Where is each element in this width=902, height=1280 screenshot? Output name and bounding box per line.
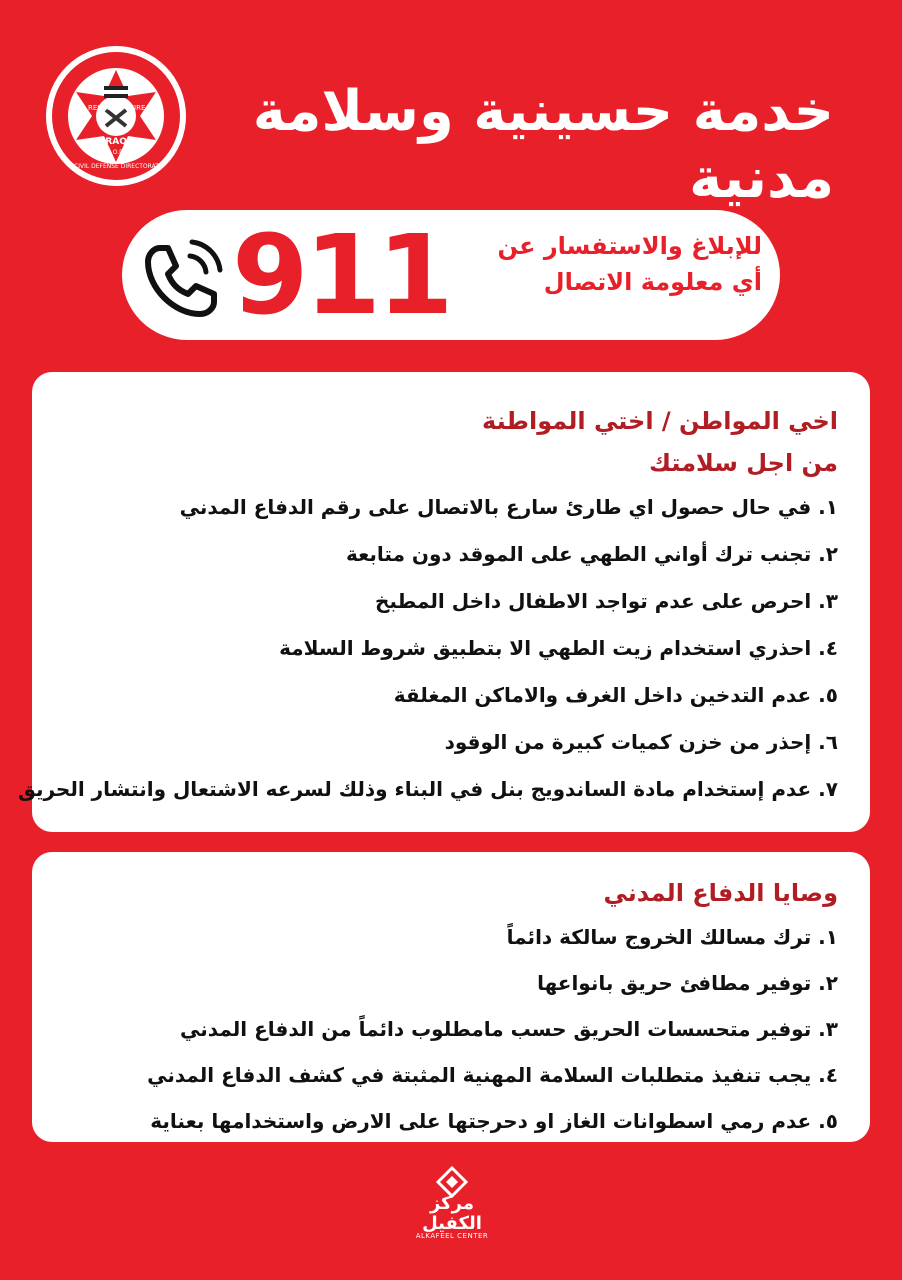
- safety-card: [17, 372, 870, 832]
- safety-list: [17, 484, 838, 813]
- list-item: ٦. إحذر من خزن كميات كبيرة من الوقود: [444, 730, 838, 754]
- logo-text-fire: FIRE: [130, 104, 146, 112]
- civil-defense-logo: [44, 44, 188, 188]
- list-item: ٥. عدم رمي اسطوانات الغاز او دحرجتها على الارض واستخدامها بعناية: [150, 1109, 838, 1133]
- footer-brand-line1: مركز: [429, 1193, 474, 1214]
- hotline-number[interactable]: 911: [232, 211, 450, 339]
- list-item: ٥. عدم التدخين داخل الغرف والاماكن المغلقة: [393, 683, 838, 707]
- hotline-label-line1: للإبلاغ والاستفسار عن: [497, 232, 762, 260]
- list-item: ٧. عدم إستخدام مادة الساندويج بنل في البناء وذلك لسرعه الاشتعال وانتشار الحريق: [17, 777, 838, 801]
- phone-icon: [138, 234, 228, 324]
- logo-text-iraqi: IRAQI: [102, 137, 131, 147]
- hotline-label: [430, 228, 762, 300]
- advice-card: [32, 852, 870, 1142]
- list-item: ٤. احذري استخدام زيت الطهي الا بتطبيق شروط السلامة: [279, 636, 838, 660]
- list-item: ٣. توفير متحسسات الحريق حسب مامطلوب دائماً من الدفاع المدني: [180, 1017, 838, 1041]
- card-subheading: من اجل سلامتك: [649, 449, 838, 477]
- list-item: ٤. يجب تنفيذ متطلبات السلامة المهنية المثبتة في كشف الدفاع المدني: [147, 1063, 838, 1087]
- logo-text-eod: E.O.D: [107, 149, 124, 156]
- footer-brand: [402, 1194, 502, 1234]
- logo-text-directorate: CIVIL DEFENSE DIRECTORATE: [74, 163, 163, 170]
- footer-brand-line2: الكفيل: [422, 1213, 482, 1234]
- list-item: ١. ترك مسالك الخروج سالكة دائماً: [506, 925, 838, 949]
- list-item: ٣. احرص على عدم تواجد الاطفال داخل المطبخ: [374, 589, 838, 613]
- advice-list: [52, 914, 838, 1144]
- card-heading: وصايا الدفاع المدني: [603, 879, 838, 907]
- list-item: ٢. توفير مطافئ حريق بانواعها: [537, 971, 838, 995]
- logo-text-rescue: RESCUE: [88, 104, 117, 112]
- footer-brand-en: ALKAFEEL CENTER: [415, 1232, 489, 1240]
- hotline-label-line2: أي معلومة الاتصال: [543, 268, 762, 296]
- page-title: خدمة حسينية وسلامة مدنية: [252, 79, 834, 212]
- list-item: ٢. تجنب ترك أواني الطهي على الموقد دون متابعة: [345, 542, 838, 566]
- list-item: ١. في حال حصول اي طارئ سارع بالاتصال على رقم الدفاع المدني: [179, 495, 838, 519]
- card-heading: اخي المواطن / اختي المواطنة: [482, 407, 838, 435]
